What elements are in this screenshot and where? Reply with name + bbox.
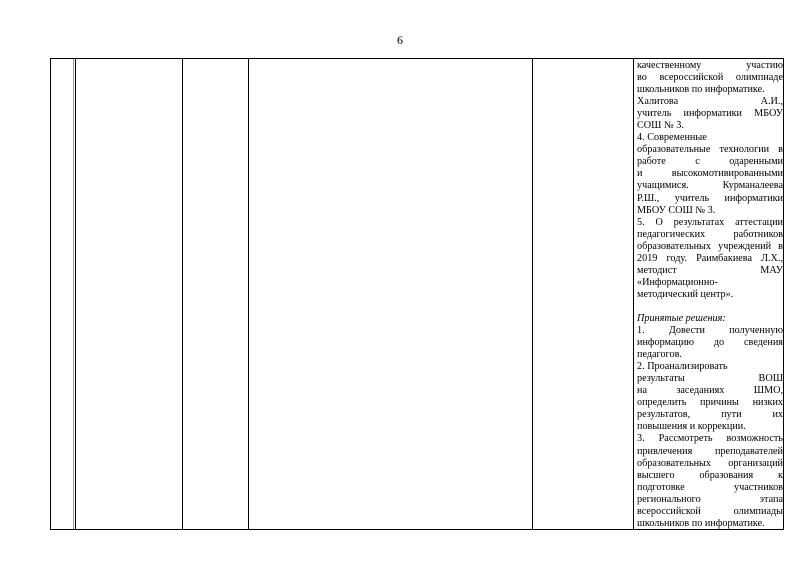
cell-text-line: определить причины низких: [637, 397, 783, 409]
cell-text-line: 2019 году. Раимбакиева Л.Х.,: [637, 252, 783, 264]
cell-text-line: 5. О результатах аттестации: [637, 216, 783, 228]
cell-text-line: [637, 301, 783, 313]
cell-text-line: школьников по информатике.: [637, 84, 765, 96]
cell-text-line: 4. Современные: [637, 132, 707, 144]
cell-text-line: образовательные технологии в: [637, 144, 783, 156]
cell-text-line: Принятые решения:: [637, 312, 726, 324]
column-divider: [75, 59, 76, 529]
column-divider: [633, 59, 634, 529]
cell-text-line: качественному участию: [637, 60, 783, 71]
column-divider: [532, 59, 533, 529]
cell-text-line: подготовке участников: [637, 481, 783, 493]
cell-text-line: школьников по информатике.: [637, 517, 765, 529]
cell-text-line: и высокомотивированными: [637, 168, 783, 180]
cell-text-line: результаты ВОШ: [637, 373, 783, 385]
cell-text-line: всероссийской олимпиады: [637, 505, 783, 517]
cell-text-line: высшего образования к: [637, 469, 783, 481]
cell-text-line: педагогов.: [637, 349, 682, 361]
page-number: 6: [397, 33, 403, 47]
cell-text-line: привлечения преподавателей: [637, 445, 783, 457]
cell-text-line: педагогических работников: [637, 228, 783, 240]
cell-text-line: работе с одаренными: [637, 156, 783, 168]
cell-text-line: Халитова А.И.,: [637, 96, 783, 108]
agenda-decisions-cell: [637, 60, 783, 530]
cell-text-line: результатов, пути их: [637, 409, 783, 421]
column-divider: [73, 59, 74, 529]
cell-text-line: методист МАУ: [637, 264, 783, 276]
cell-text-line: 2. Проанализировать: [637, 361, 728, 373]
document-table: [50, 58, 784, 530]
cell-text-line: Р.Ш., учитель информатики: [637, 192, 783, 204]
column-divider: [248, 59, 249, 529]
cell-text-line: МБОУ СОШ № 3.: [637, 204, 716, 216]
column-divider: [182, 59, 183, 529]
cell-text-line: регионального этапа: [637, 493, 783, 505]
cell-text-line: 3. Рассмотреть возможность: [637, 433, 783, 445]
cell-text-line: учащимися. Курманалеева: [637, 180, 783, 192]
cell-text-line: методический центр».: [637, 288, 734, 300]
cell-text-line: 1. Довести полученную: [637, 325, 783, 337]
cell-text-line: на заседаниях ШМО,: [637, 385, 783, 397]
cell-text-line: СОШ № 3.: [637, 120, 684, 132]
cell-text-line: во всероссийской олимпиаде: [637, 72, 783, 84]
cell-text-line: информацию до сведения: [637, 337, 783, 349]
cell-text-line: образовательных учреждений в: [637, 240, 783, 252]
cell-text-line: учитель информатики МБОУ: [637, 108, 783, 120]
cell-text-line: повышения и коррекции.: [637, 421, 746, 433]
cell-text-line: образовательных организаций: [637, 457, 783, 469]
cell-text-line: «Информационно-: [637, 276, 718, 288]
